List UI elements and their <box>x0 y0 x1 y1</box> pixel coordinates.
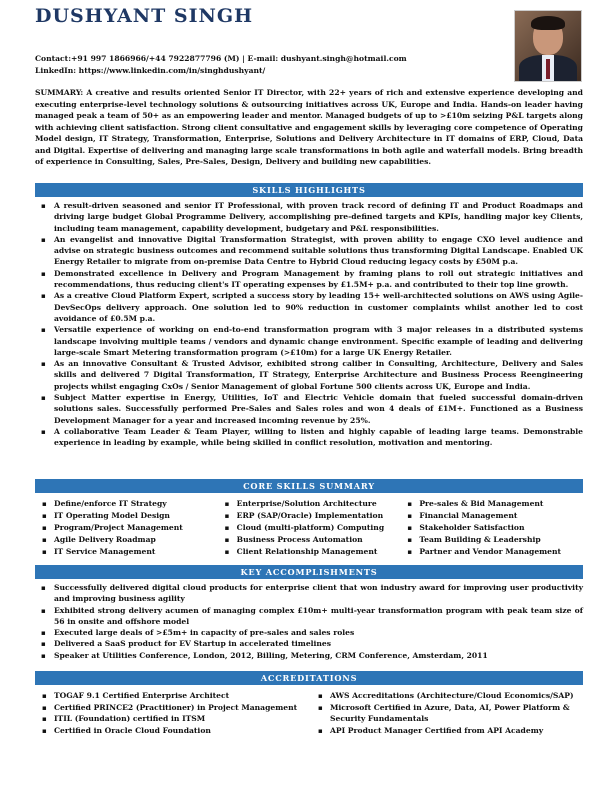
accreditations-grid <box>35 690 583 736</box>
skill-item: ▪ Define/enforce IT Strategy <box>35 498 218 510</box>
profile-photo <box>514 10 582 82</box>
linkedin-line: LinkedIn: https://www.linkedin.com/in/singhdushyant/ <box>35 66 266 75</box>
core-skills-column <box>35 498 218 558</box>
accreditation-item: ▪ Microsoft Certified in Azure, Data, AI, Power Platform & Security Fundamentals <box>311 702 583 725</box>
skill-item: ▪ Program/Project Management <box>35 522 218 534</box>
core-skills-heading: CORE SKILLS SUMMARY <box>35 479 583 493</box>
accreditation-item: ▪ API Product Manager Certified from API Academy <box>311 725 583 737</box>
skill-item: ▪ Pre-sales & Bid Management <box>400 498 583 510</box>
list-item: ▪ Subject Matter expertise in Energy, Utilities, IoT and Electric Vehicle domain that fueled successful domain-driven solutions sales. Successfully performed Pre-Sales and Sales roles and won 4 deals of £1M+. Functioned as a Business Development Manager for a year and increased incoming revenue by 25%. <box>35 392 583 426</box>
accreditation-item: ▪ Certified PRINCE2 (Practitioner) in Project Management <box>35 702 311 714</box>
list-item: ▪ Successfully delivered digital cloud products for enterprise client that won industry award for improving user productivity and improving business agility <box>35 582 583 605</box>
list-item: ▪ Exhibited strong delivery acumen of managing complex £10m+ multi-year transformation program with peak team size of 56 in onsite and offshore model <box>35 605 583 628</box>
core-skills-column <box>400 498 583 558</box>
candidate-name: DUSHYANT SINGH <box>35 5 254 27</box>
core-skills-column <box>218 498 401 558</box>
skill-item: ▪ Client Relationship Management <box>218 546 401 558</box>
skill-item: ▪ IT Service Management <box>35 546 218 558</box>
contact-info <box>35 53 407 77</box>
accreditations-column <box>311 690 583 736</box>
list-item: ▪ Speaker at Utilities Conference, London, 2012, Billing, Metering, CRM Conference, Amsterdam, 2011 <box>35 650 583 661</box>
list-item: ▪ Executed large deals of >£5m+ in capacity of pre-sales and sales roles <box>35 627 583 638</box>
core-skills-grid <box>35 498 583 558</box>
key-accomplishments-heading: KEY ACCOMPLISHMENTS <box>35 565 583 579</box>
skill-item: ▪ Enterprise/Solution Architecture <box>218 498 401 510</box>
accreditation-item: ▪ Certified in Oracle Cloud Foundation <box>35 725 311 737</box>
skill-item: ▪ IT Operating Model Design <box>35 510 218 522</box>
list-item: ▪ A collaborative Team Leader & Team Player, willing to listen and highly capable of leading large teams. Demonstrable experience in leading by example, while being skilled in conflict resolution, motivation and mentoring. <box>35 426 583 449</box>
list-item: ▪ As a creative Cloud Platform Expert, scripted a success story by leading 15+ well-architected solutions on AWS using Agile-DevSecOps delivery approach. One solution led to 90% reduction in customer complaints whilst another led to cost avoidance of £0.5M p.a. <box>35 290 583 324</box>
list-item: ▪ An evangelist and innovative Digital Transformation Strategist, with proven ability to engage CXO level audience and advise on strategic business outcomes and recommend suitable solutions thus transforming Digital Landscape. Enabled UK Energy Retailer to migrate from on-premise Data Centre to Hybrid Cloud reducing legacy costs by £50M p.a. <box>35 234 583 268</box>
accreditations-column <box>35 690 311 736</box>
skills-highlights-heading: SKILLS HIGHLIGHTS <box>35 183 583 197</box>
list-item: ▪ Delivered a SaaS product for EV Startup in accelerated timelines <box>35 638 583 649</box>
skill-item: ▪ Agile Delivery Roadmap <box>35 534 218 546</box>
skill-item: ▪ Stakeholder Satisfaction <box>400 522 583 534</box>
accreditation-item: ▪ AWS Accreditations (Architecture/Cloud Economics/SAP) <box>311 690 583 702</box>
skill-item: ▪ Cloud (multi-platform) Computing <box>218 522 401 534</box>
list-item: ▪ Versatile experience of working on end-to-end transformation program with 3 major releases in a distributed systems landscape involving multiple teams / vendors and dynamic change environment. Specific example of leading and delivering large-scale Smart Metering transformation program (>£10m) for a large UK Energy Retailer. <box>35 324 583 358</box>
accreditation-item: ▪ TOGAF 9.1 Certified Enterprise Architect <box>35 690 311 702</box>
accreditation-item: ▪ ITIL (Foundation) certified in ITSM <box>35 713 311 725</box>
skill-item: ▪ Financial Management <box>400 510 583 522</box>
key-accomplishments-list <box>35 582 583 661</box>
skill-item: ▪ Partner and Vendor Management <box>400 546 583 558</box>
skills-highlights-list <box>35 200 583 449</box>
list-item: ▪ Demonstrated excellence in Delivery and Program Management by framing plans to roll out strategic initiatives and recommendations, thus reducing client's IT operating expenses by £1.5M+ p.a. and contributed to their top line growth. <box>35 268 583 291</box>
summary-paragraph: SUMMARY: A creative and results oriented Senior IT Director, with 22+ years of rich and extensive experience developing and executing enterprise-level technology solutions & outsourcing initiatives across UK, Europe and India. Hands-on leader having managed peak a team of 50+ as an empowering leader and mentor. Managed budgets of up to >£10m seizing P&L targets along with achieving client satisfaction. Strong client consultative and engagement skills by leveraging core competence of Operating Model design, IT Strategy, Transformation, Enterprise, Solutions and Delivery Architecture in IT domains of ERP, Cloud, Data and Digital. Expertise of delivering and managing large scale transformations in both agile and waterfall models. Bring breadth of experience in Consulting, Sales, Pre-Sales, Design, Delivery and building new capabilities. <box>35 88 583 166</box>
contact-line: Contact:+91 997 1866966/+44 7922877796 (M) | E-mail: dushyant.singh@hotmail.com <box>35 54 407 63</box>
accreditations-heading: ACCREDITATIONS <box>35 671 583 685</box>
skill-item: ▪ Team Building & Leadership <box>400 534 583 546</box>
skill-item: ▪ ERP (SAP/Oracle) Implementation <box>218 510 401 522</box>
list-item: ▪ As an innovative Consultant & Trusted Advisor, exhibited strong caliber in Consulting, Architecture, Delivery and Sales skills and delivered 7 Digital Transformation, IT Strategy, Enterprise Architecture and Business Process Reengineering projects whilst engaging CxOs / Senior Management of global Fortune 500 clients across UK, Europe and India. <box>35 358 583 392</box>
list-item: ▪ A result-driven seasoned and senior IT Professional, with proven track record of defining IT and Product Roadmaps and driving large budget Global Programme Delivery, accomplishing pre-defined targets and KPIs, handling major key Clients, including team management, capability development, budgetary and P&L responsibilities. <box>35 200 583 234</box>
skill-item: ▪ Business Process Automation <box>218 534 401 546</box>
